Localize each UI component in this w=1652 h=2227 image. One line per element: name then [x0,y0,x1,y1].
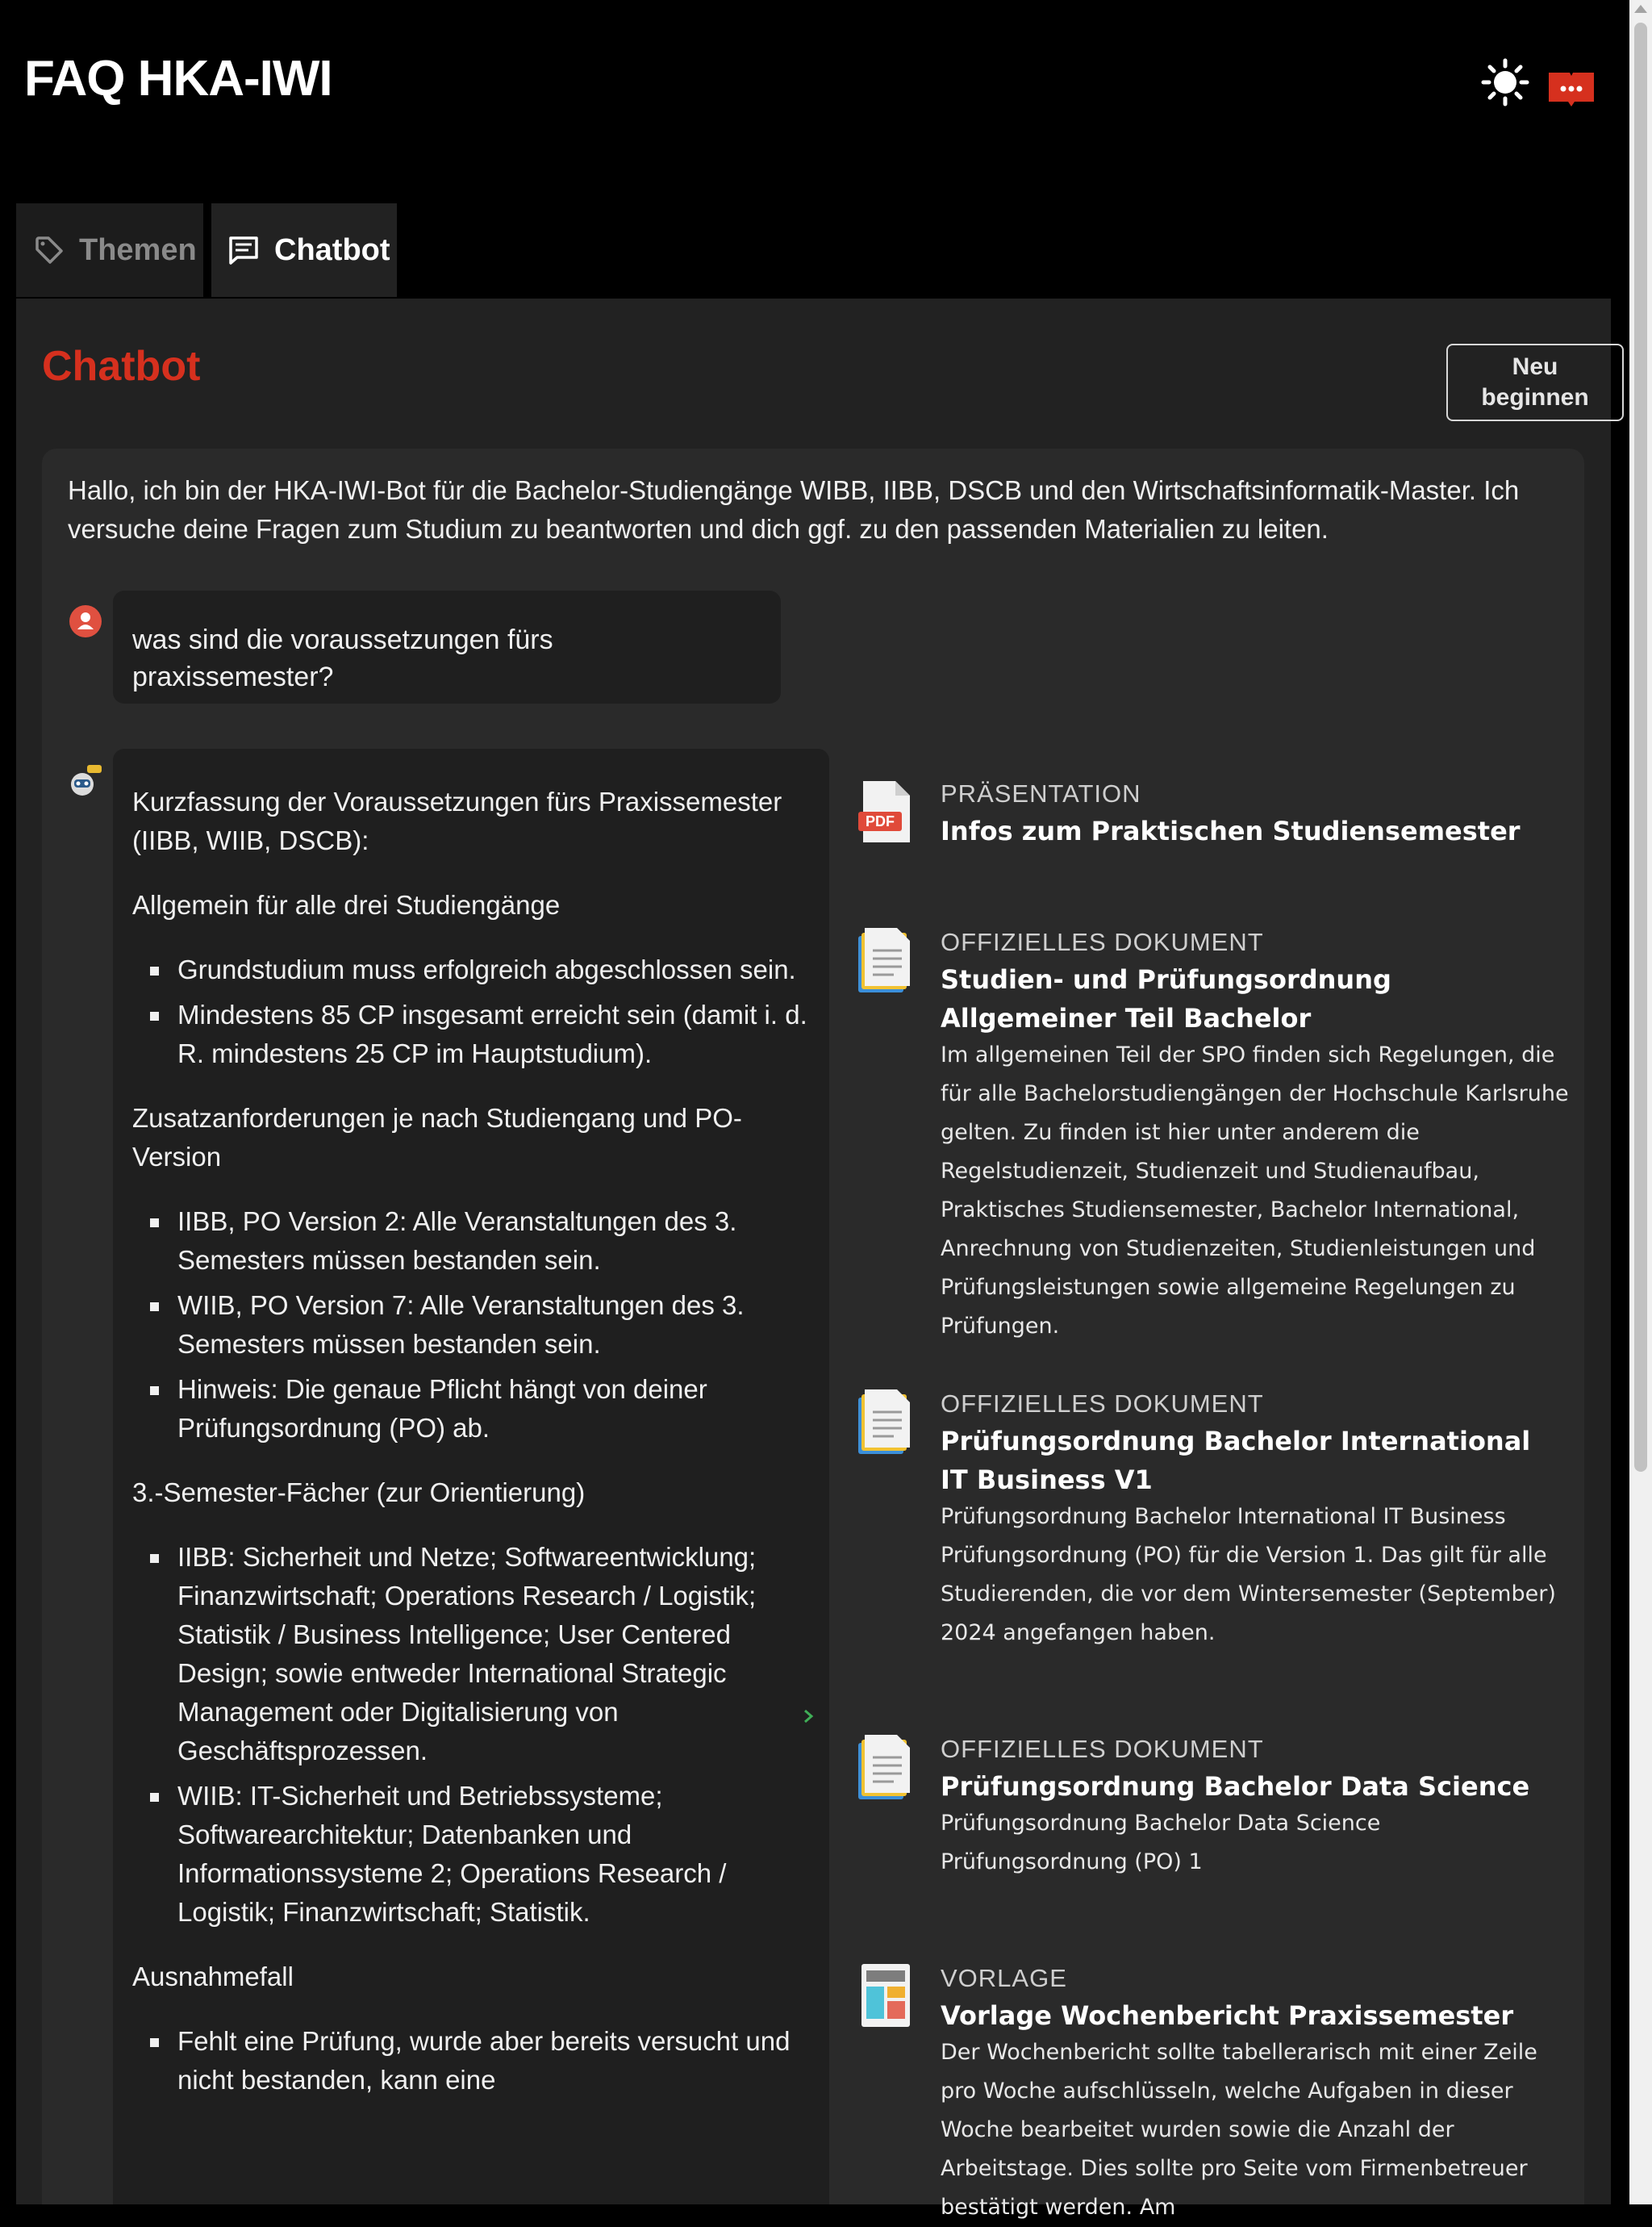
template-icon [857,1962,915,2030]
scrollbar-thumb[interactable] [1634,23,1647,1472]
collapse-sources-button[interactable] [800,1704,818,1728]
tag-icon [34,235,65,265]
chat-icon [227,235,260,265]
source-title: Vorlage Wochenbericht Praxissemester [941,2000,1514,2031]
pdf-badge: PDF [866,813,895,829]
chat-menu-button[interactable] [1546,69,1597,108]
bot-answer [113,749,829,2204]
document-icon [857,926,915,994]
restart-button[interactable]: Neu beginnen [1446,344,1624,421]
top-bar [0,0,1613,173]
sun-icon [1481,58,1529,107]
answer-general-heading: Allgemein für alle drei Studiengänge [132,890,561,920]
list-item: WIIB, PO Version 7: Alle Veranstaltungen des 3. Semesters müssen bestanden sein. [177,1286,810,1364]
source-item[interactable] [831,1714,1605,1907]
answer-exception-heading: Ausnahmefall [132,1962,294,1991]
bot-intro-message: Hallo, ich bin der HKA-IWI-Bot für die Bachelor-Studiengänge WIBB, IIBB, DSCB und den Wirtschaftsinformatik-Master. Ich versuche deine Fragen zum Studium zu beantworten und dich ggf. zu den passenden Materialien zu leiten. [68,475,1520,544]
tab-chatbot[interactable] [211,203,397,297]
source-description: Im allgemeinen Teil der SPO finden sich Regelungen, die für alle Bachelorstudiengängen der Hochschule Karlsruhe gelten. Zu finden ist hier unter anderem die Regelstudienzeit, Studienzeit und Studienaufbau, Praktisches Studiensemester, Bachelor International, Anrechnung von Studienzeiten, Studienleistungen und Prüfungsleistungen sowie allgemeine Regelungen zu Prüfungen. [941,1042,1569,1339]
source-kind: OFFIZIELLES DOKUMENT [941,928,1264,956]
user-avatar [69,605,102,637]
source-kind: VORLAGE [941,1964,1067,1992]
source-title: Prüfungsordnung Bachelor Data Science [941,1771,1530,1802]
source-kind: OFFIZIELLES DOKUMENT [941,1389,1264,1418]
document-icon [857,1733,915,1801]
user-icon [69,605,102,637]
scroll-up-arrow-icon[interactable] [1634,5,1647,13]
list-item: IIBB, PO Version 2: Alle Veranstaltungen des 3. Semesters müssen bestanden sein. [177,1202,810,1280]
tab-chatbot-label: Chatbot [274,232,390,267]
app-title: FAQ HKA-IWI [24,51,332,107]
list-item: Hinweis: Die genaue Pflicht hängt von deiner Prüfungsordnung (PO) ab. [177,1370,810,1448]
answer-general-list [132,951,810,1073]
source-description: Prüfungsordnung Bachelor International IT Business Prüfungsordnung (PO) für die Version 1. Das gilt für alle Studierenden, die vor dem Wintersemester (September) 2024 angefangen haben. [941,1504,1556,1645]
source-item[interactable] [831,1368,1605,1659]
list-item: WIIB: IT-Sicherheit und Betriebssysteme; Softwarearchitektur; Datenbanken und Informationssysteme 2; Operations Research / Logistik; Finanzwirtschaft; Statistik. [177,1777,810,1932]
answer-extra-list [132,1202,810,1448]
tab-themen-label: Themen [79,232,197,267]
source-item[interactable] [831,1943,1605,2220]
chevron-right-icon [800,1704,818,1728]
list-item: Mindestens 85 CP insgesamt erreicht sein (damit i. d. R. mindestens 25 CP im Hauptstudium). [177,996,810,1073]
tab-themen[interactable] [16,203,203,297]
source-kind: PRÄSENTATION [941,779,1141,808]
list-item: Grundstudium muss erfolgreich abgeschlossen sein. [177,951,810,989]
chatbot-heading: Chatbot [42,343,201,390]
page-scrollbar[interactable] [1629,0,1652,2204]
source-title: Infos zum Praktischen Studiensemester [941,816,1521,846]
robot-icon [68,763,103,799]
source-title: Studien- und Prüfungsordnung Allgemeiner Teil Bachelor [941,964,1391,1034]
answer-subjects-heading: 3.-Semester-Fächer (zur Orientierung) [132,1477,586,1507]
theme-toggle-button[interactable] [1481,58,1529,107]
answer-subjects-list [132,1538,810,1932]
list-item: Fehlt eine Prüfung, wurde aber bereits versucht und nicht bestanden, kann eine [177,2022,810,2100]
chat-bubble-dots-icon [1546,69,1597,108]
source-description: Der Wochenbericht sollte tabellerarisch mit einer Zeile pro Woche aufschlüsseln, welche Aufgaben in dieser Woche bearbeitet wurden sowie die Anzahl der Arbeitstage. Dies sollte pro Seite vom Firmenbetreuer bestätigt werden. Am [941,2040,1537,2220]
document-icon [857,1388,915,1456]
source-title: Prüfungsordnung Bachelor International IT Business V1 [941,1426,1531,1495]
answer-exception-list [132,2022,810,2100]
bot-avatar [68,763,103,799]
source-item[interactable] [831,907,1605,1339]
list-item: IIBB: Sicherheit und Netze; Softwareentwicklung; Finanzwirtschaft; Operations Research / Logistik; Statistik / Business Intelligence; User Centered Design; sowie entweder International Strategic Management oder Digitalisierung von Geschäftsprozessen. [177,1538,810,1770]
source-kind: OFFIZIELLES DOKUMENT [941,1735,1264,1763]
pdf-icon [857,778,915,846]
source-description: Prüfungsordnung Bachelor Data Science Prüfungsordnung (PO) 1 [941,1811,1381,1874]
source-item[interactable] [831,758,1605,855]
user-message: was sind die voraussetzungen fürs praxissemester? [113,591,781,704]
answer-intro: Kurzfassung der Voraussetzungen fürs Praxissemester (IIBB, WIIB, DSCB): [132,787,782,855]
answer-extra-heading: Zusatzanforderungen je nach Studiengang und PO-Version [132,1103,742,1172]
